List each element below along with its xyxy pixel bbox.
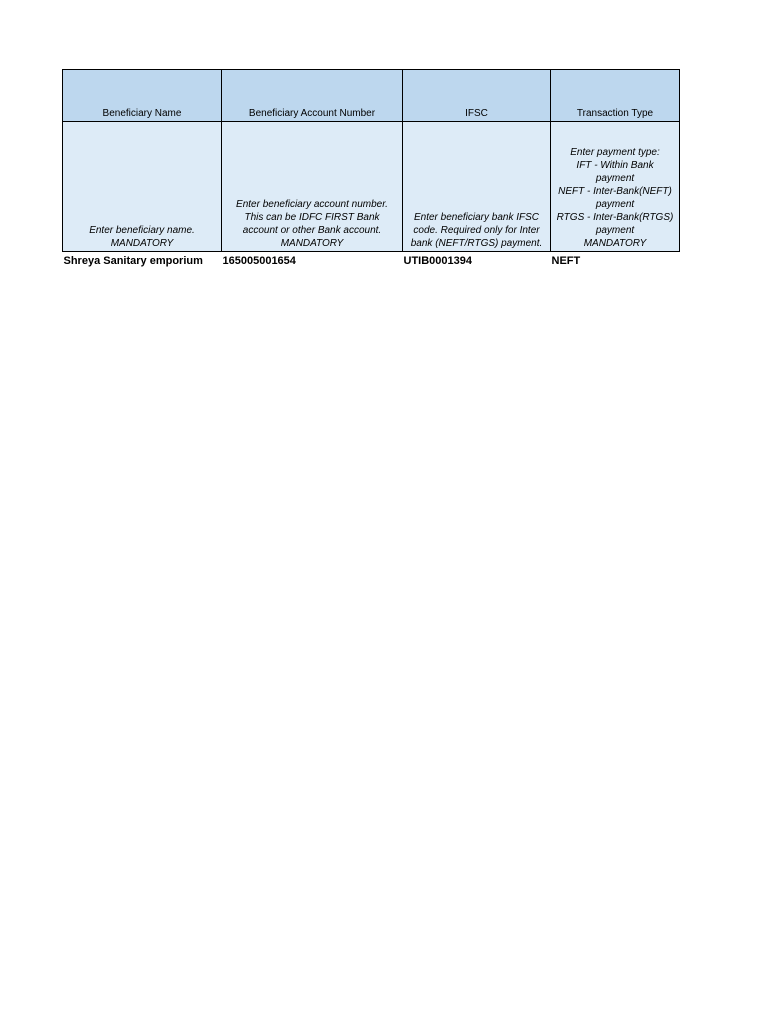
description-ifsc-text: Enter beneficiary bank IFSC code. Required only for Inter bank (NEFT/RTGS) payment. xyxy=(410,212,543,249)
header-row xyxy=(63,70,680,122)
cell-beneficiary-name[interactable]: Shreya Sanitary emporium xyxy=(63,255,203,267)
header-transaction-type: Transaction Type xyxy=(551,70,680,122)
description-row xyxy=(63,122,680,252)
description-beneficiary-account-number-text: Enter beneficiary account number. This can be IDFC FIRST Bank account or other Bank account. MANDATORY xyxy=(236,199,388,249)
description-transaction-type xyxy=(551,122,680,252)
description-transaction-type-text: Enter payment type: IFT - Within Bank payment NEFT - Inter-Bank(NEFT) payment RTGS - Inter-Bank(RTGS) payment MANDATORY xyxy=(556,147,674,249)
cell-ifsc[interactable]: UTIB0001394 xyxy=(403,255,472,267)
header-ifsc: IFSC xyxy=(403,70,551,122)
beneficiary-table xyxy=(62,69,680,270)
description-beneficiary-name-text: Enter beneficiary name. MANDATORY xyxy=(89,225,195,249)
header-beneficiary-account-number: Beneficiary Account Number xyxy=(222,70,403,122)
description-beneficiary-account-number xyxy=(222,122,403,252)
table-row xyxy=(63,252,680,271)
description-beneficiary-name xyxy=(63,122,222,252)
header-beneficiary-name: Beneficiary Name xyxy=(63,70,222,122)
description-ifsc xyxy=(403,122,551,252)
cell-transaction-type[interactable]: NEFT xyxy=(551,255,581,267)
cell-beneficiary-account-number[interactable]: 165005001654 xyxy=(222,255,296,267)
